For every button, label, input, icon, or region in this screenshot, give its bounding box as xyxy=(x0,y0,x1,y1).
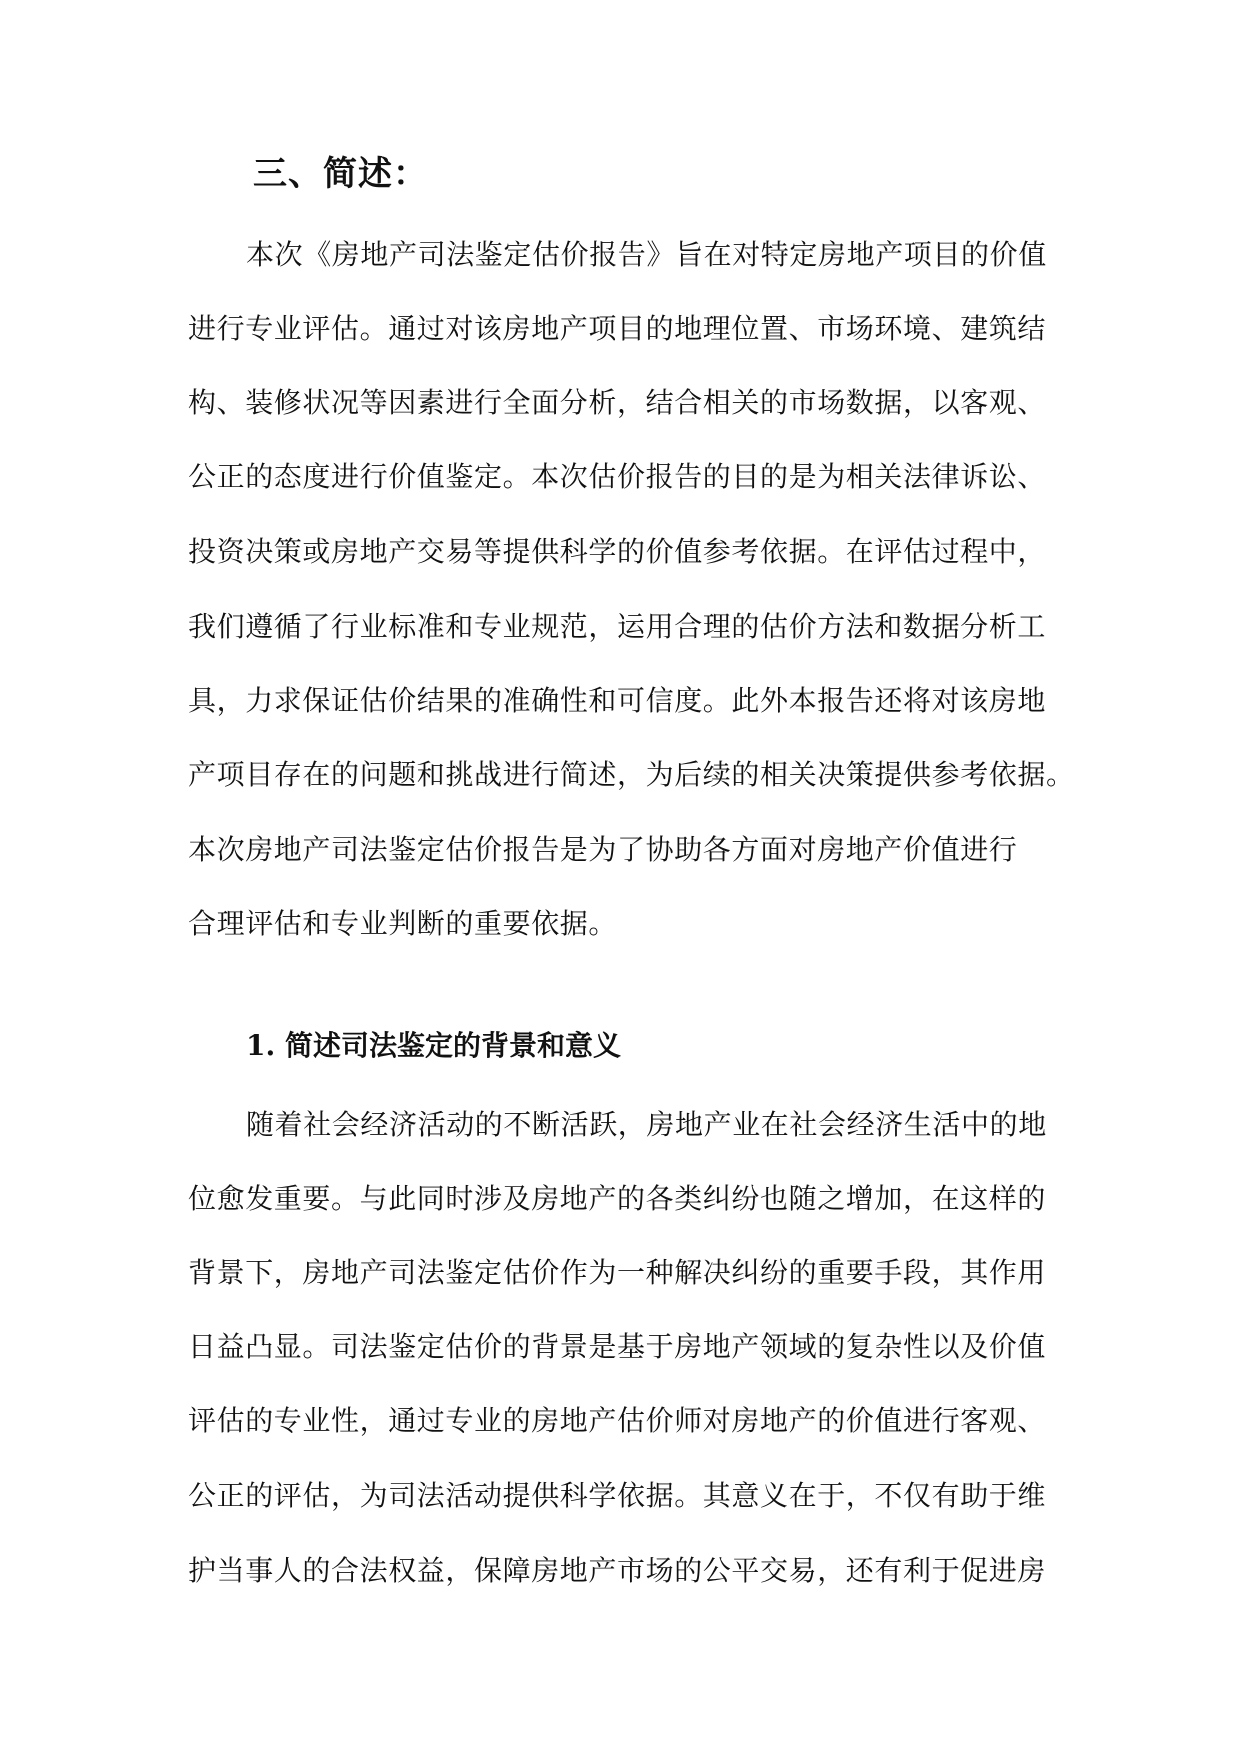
paragraph-line: 随着社会经济活动的不断活跃，房地产业在社会经济生活中的地 xyxy=(246,1108,1047,1141)
paragraph-line: 护当事人的合法权益，保障房地产市场的公平交易，还有利于促进房 xyxy=(188,1554,1047,1587)
paragraph-line: 产项目存在的问题和挑战进行简述，为后续的相关决策提供参考依据。 xyxy=(188,758,1075,791)
paragraph-line: 日益凸显。司法鉴定估价的背景是基于房地产领域的复杂性以及价值 xyxy=(188,1330,1047,1363)
paragraph-line: 构、装修状况等因素进行全面分析，结合相关的市场数据，以客观、 xyxy=(188,386,1047,419)
paragraph-line: 公正的评估，为司法活动提供科学依据。其意义在于，不仅有助于维 xyxy=(188,1479,1047,1512)
paragraph-line: 本次房地产司法鉴定估价报告是为了协助各方面对房地产价值进行 xyxy=(188,833,1018,866)
paragraph-line: 评估的专业性，通过专业的房地产估价师对房地产的价值进行客观、 xyxy=(188,1404,1047,1437)
paragraph-line: 进行专业评估。通过对该房地产项目的地理位置、市场环境、建筑结 xyxy=(188,312,1047,345)
paragraph-line: 合理评估和专业判断的重要依据。 xyxy=(188,907,618,940)
paragraph-line: 我们遵循了行业标准和专业规范，运用合理的估价方法和数据分析工 xyxy=(188,610,1047,643)
section-title: 三、简述： xyxy=(253,154,428,194)
paragraph-line: 具，力求保证估价结果的准确性和可信度。此外本报告还将对该房地 xyxy=(188,684,1047,717)
subsection-heading: 1. 简述司法鉴定的背景和意义 xyxy=(246,1029,621,1062)
paragraph-line: 背景下，房地产司法鉴定估价作为一种解决纠纷的重要手段，其作用 xyxy=(188,1256,1047,1289)
paragraph-line: 公正的态度进行价值鉴定。本次估价报告的目的是为相关法律诉讼、 xyxy=(188,460,1047,493)
paragraph-line: 本次《房地产司法鉴定估价报告》旨在对特定房地产项目的价值 xyxy=(246,238,1047,271)
paragraph-line: 位愈发重要。与此同时涉及房地产的各类纠纷也随之增加，在这样的 xyxy=(188,1182,1047,1215)
paragraph-line: 投资决策或房地产交易等提供科学的价值参考依据。在评估过程中， xyxy=(188,535,1047,568)
